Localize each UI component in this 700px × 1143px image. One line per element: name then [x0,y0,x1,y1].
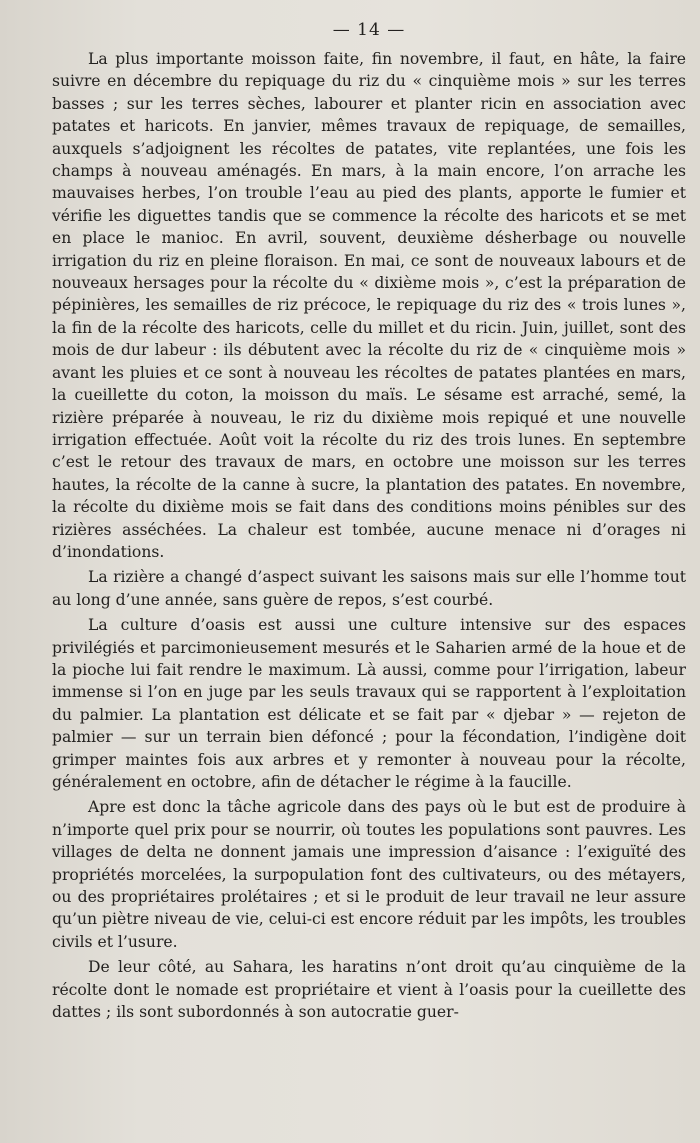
paragraph-agricultural-task: Apre est donc la tâche agricole dans des pays où le but est de produire à n’importe quel prix pour se nourrir, où toutes les populations sont pauvres. Les villages de delta ne donnent jamais une impression d’aisance : l’exiguïté des propriétés morcelées, la surpopulation font des cultivateurs, ou des métayers, ou des propriétaires prolétaires ; et si le produit de leur travail ne leur assure qu’un piètre niveau de vie, celui-ci est encore réduit par les impôts, les troubles civils et l’usure. [52,798,686,951]
paragraph-rice-field: La rizière a changé d’aspect suivant les saisons mais sur elle l’homme tout au long d’une année, sans guère de repos, s’est courbé. [52,568,686,609]
page-number: — 14 — [332,20,406,40]
paragraph-oasis-culture: La culture d’oasis est aussi une culture intensive sur des espaces privilégiés et parcimonieusement mesurés et le Saharien armé de la houe et de la pioche lui fait rendre le maximum. Là aussi, comme pour l’irrigation, labeur immense si l’on en juge par les seuls travaux qui se rapportent à l’exploitation du palmier. La plantation est délicate et se fait par « djebar » — rejeton de palmier — sur un terrain bien défoncé ; pour la fécondation, l’indigène doit grimper maintes fois aux arbres et y remonter à nouveau pour la récolte, généralement en octobre, afin de détacher le régime à la faucille. [52,616,686,791]
paragraph-rice-calendar: La plus importante moisson faite, fin novembre, il faut, en hâte, la faire suivre en décembre du repiquage du riz du « cinquième mois » sur les terres basses ; sur les terres sèches, labourer et planter ricin en association avec patates et haricots. En janvier, mêmes travaux de repiquage, de semailles, auxquels s’adjoignent les récoltes de patates, vite replantées, une fois les champs à nouveau aménagés. En mars, à la main encore, l’on arrache les mauvaises herbes, l’on trouble l’eau au pied des plants, apporte le fumier et vérifie les diguettes tandis que se commence la récolte des haricots et se met en place le manioc. En avril, souvent, deuxième désherbage ou nouvelle irrigation du riz en pleine floraison. En mai, ce sont de nouveaux labours et de nouveaux hersages pour la récolte du « dixième mois », c’est la préparation de pépinières, les semailles de riz précoce, le repiquage du riz des « trois lunes », la fin de la récolte des haricots, celle du millet et du ricin. Juin, juillet, sont des mois de dur labeur : ils débutent avec la récolte du riz de « cinquième mois » avant les pluies et ce sont à nouveau les récoltes de patates plantées en mars, la cueillette du coton, la moisson du maïs. Le sésame est arraché, semé, la rizière préparée à nouveau, le riz du dixième mois repiqué et une nouvelle irrigation effectuée. Août voit la récolte du riz des trois lunes. En septembre c’est le retour des travaux de mars, en octobre une moisson sur les terres hautes, la récolte de la canne à sucre, la plantation des patates. En novembre, la récolte du dixième mois se fait dans des conditions moins pénibles sur des rizières asséchées. La chaleur est tombée, aucune menace ni d’orages ni d’inondations. [52,50,686,561]
paragraph-sahara-haratins: De leur côté, au Sahara, les haratins n’ont droit qu’au cinquième de la récolte dont le nomade est propriétaire et vient à l’oasis pour la cueillette des dattes ; ils sont subordonnés à son autocratie guer- [52,958,686,1022]
